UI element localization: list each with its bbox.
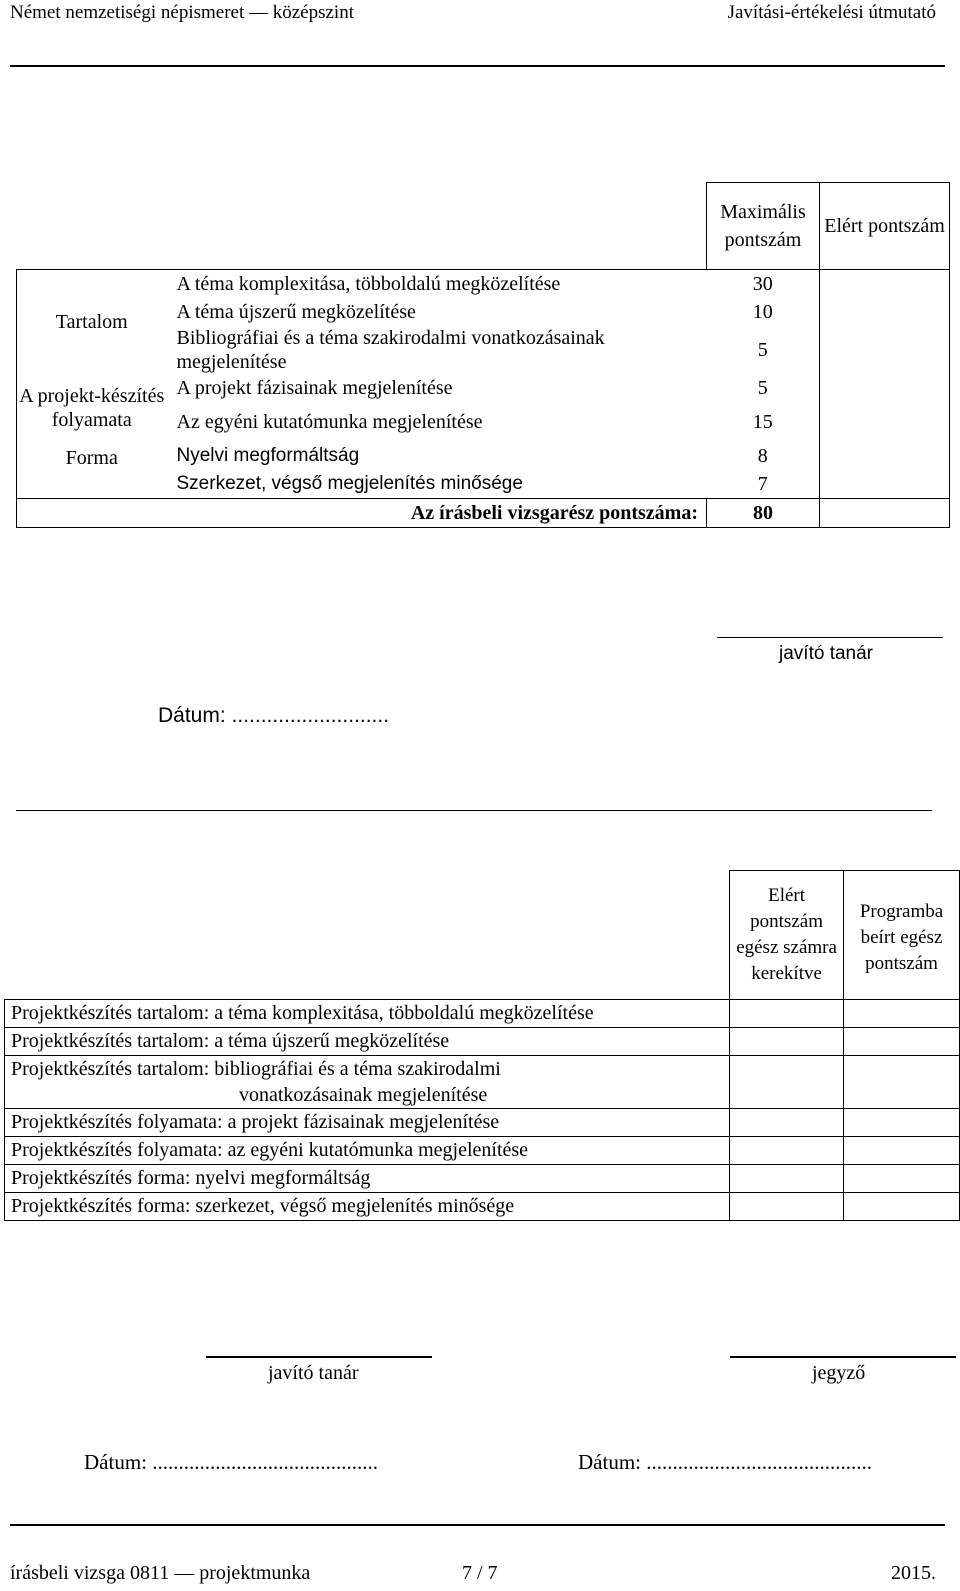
table-row-label: Projektkészítés folyamata: a projekt fázisainak megjelenítése [5,1108,730,1136]
max-score-header: Maximális pontszám [707,183,820,270]
reached-input[interactable] [730,1192,844,1220]
criterion: A téma újszerű megközelítése [176,301,416,323]
table-row-label: Projektkészítés forma: nyelvi megformáltság [5,1164,730,1192]
signature-line-left [206,1356,432,1358]
footer-year: 2015. [891,1562,936,1584]
reached-cell[interactable] [820,374,950,402]
header-subtitle: Javítási-értékelési útmutató [727,2,936,23]
total-label: Az írásbeli vizsgarész pontszáma: [17,499,707,528]
table-row-label: Projektkészítés forma: szerkezet, végső megjelenítés minősége [5,1192,730,1220]
signature-label-left: javító tanár [268,1362,359,1384]
group-label: Forma [17,442,167,499]
program-input[interactable] [844,1192,960,1220]
reached-cell[interactable] [820,470,950,499]
max-points: 5 [757,377,768,399]
reached-cell[interactable] [820,298,950,326]
criterion: Szerkezet, végső megjelenítés minősége [176,473,523,494]
score-table [16,182,950,528]
row-text-line2: vonatkozásainak megjelenítése [239,1083,488,1106]
reached-input[interactable] [730,1027,844,1055]
max-points: 15 [752,411,773,433]
criterion: Nyelvi megformáltság [176,445,360,466]
program-input[interactable] [844,1164,960,1192]
table-row-label: Projektkészítés folyamata: az egyéni kutatómunka megjelenítése [5,1136,730,1164]
reached-rounded-header: Elért pontszám egész számra kerekítve [730,871,844,1000]
footer-rule [10,1524,945,1526]
program-input[interactable] [844,1055,960,1108]
program-input[interactable] [844,1027,960,1055]
signature-label-right: jegyző [812,1362,866,1384]
reached-cell[interactable] [820,326,950,374]
total-reached[interactable] [820,499,950,528]
reached-input[interactable] [730,1164,844,1192]
reached-cell[interactable] [820,442,950,470]
criterion: A téma komplexitása, többoldalú megközelítése [167,270,707,299]
reached-input[interactable] [730,1055,844,1108]
footer-exam-info: írásbeli vizsga 0811 — projektmunka [10,1562,311,1584]
criterion: Az egyéni kutatómunka megjelenítése [176,411,483,433]
table-row-label: Projektkészítés tartalom: a téma komplexitása, többoldalú megközelítése [5,999,730,1027]
table-row-label: Projektkészítés tartalom: a téma újszerű megközelítése [5,1027,730,1055]
reached-cell[interactable] [820,270,950,299]
signature-line [717,637,943,638]
header-rule [10,65,945,67]
signature-line-right [730,1356,956,1358]
total-max: 80 [707,499,820,528]
reached-score-header: Elért pontszám [820,183,950,270]
program-score-table [4,870,960,1221]
date-field[interactable]: Dátum: ........................... [158,704,390,727]
program-input[interactable] [844,1136,960,1164]
program-score-header: Programba beírt egész pontszám [844,871,960,1000]
group-label: A projekt-készítés folyamata [17,374,167,442]
max-points: 10 [752,301,773,323]
group-label: Tartalom [17,270,167,375]
reached-input[interactable] [730,999,844,1027]
row-text-line1: Projektkészítés tartalom: bibliográfiai és a téma szakirodalmi [11,1057,501,1080]
reached-cell[interactable] [820,402,950,442]
reached-input[interactable] [730,1108,844,1136]
program-input[interactable] [844,1108,960,1136]
max-points: 5 [757,339,768,361]
date-field-left[interactable]: Dátum: ........................................... [84,1450,378,1474]
signature-label: javító tanár [779,643,873,664]
max-points: 7 [757,473,768,495]
criterion: Bibliográfiai és a téma szakirodalmi vonatkozásainak megjelenítése [176,327,605,373]
reached-input[interactable] [730,1136,844,1164]
max-points: 8 [757,445,768,467]
criterion: A projekt fázisainak megjelenítése [176,377,453,399]
date-field-right[interactable]: Dátum: ........................................... [578,1450,872,1474]
program-input[interactable] [844,999,960,1027]
table-row-label [5,1055,730,1108]
header-title: Német nemzetiségi népismeret — középszint [10,2,354,23]
page-number: 7 / 7 [462,1562,498,1584]
max-points: 30 [707,270,820,299]
separator-line [16,810,932,811]
